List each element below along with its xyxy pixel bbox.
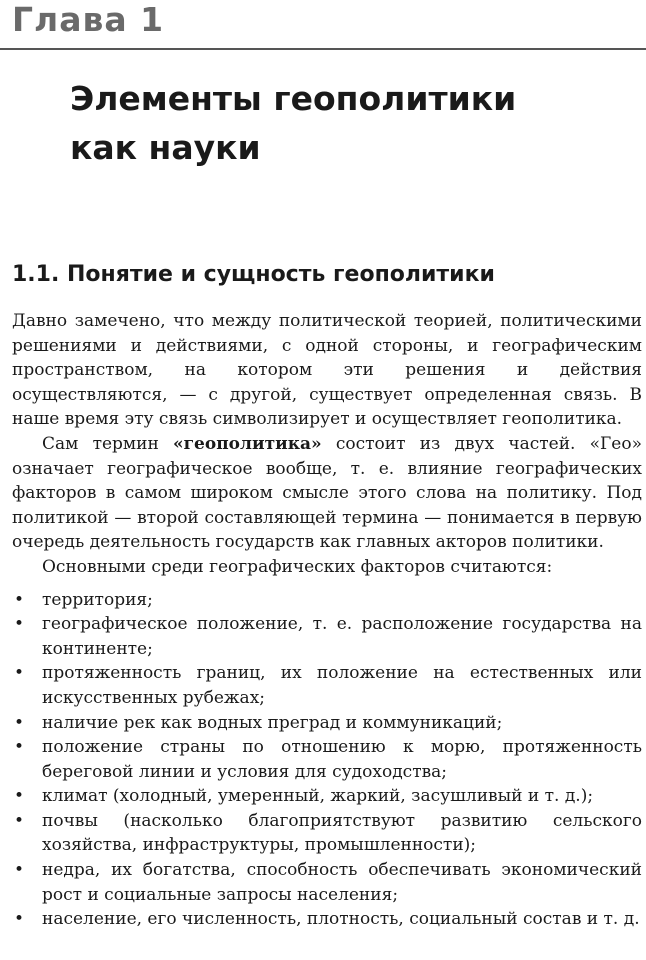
list-item [12,809,642,858]
paragraph-term-start: Сам термин [42,433,174,454]
list-item-text: наличие рек как водных преград и коммуникаций; [42,712,503,733]
bullet-icon: • [14,786,25,807]
term-geopolitics: «геополитика» [173,433,322,454]
bullet-icon: • [14,737,25,758]
chapter-title-line-1: Элементы геополитики [70,79,517,118]
list-item [12,907,642,932]
list-item-text: население, его численность, плотность, социальный состав и т. д. [42,909,640,930]
list-item-text: положение страны по отношению к морю, протяженность береговой линии и условия для судоходства; [42,737,642,782]
list-item [12,588,642,613]
factors-list [12,588,642,932]
bullet-icon: • [14,589,25,610]
paragraph-intro: Давно замечено, что между политической теорией, политическими решениями и действиями, с одной стороны, и географическим пространством, на котором эти решения и действия осуществляются, — с другой, существует определенная связь. В наше время эту связь символизирует и осуществляет геополитика. [12,311,642,430]
chapter-title-line-2: как науки [70,128,261,167]
paragraph-term-end: состоит из двух частей. «Гео» означает географическое вообще, т. е. влияние географических факторов в самом широком смысле этого слова на политику. Под политикой — второй составляющей термина — понимается в первую очередь деятельность государств как главных акторов политики. [12,433,643,553]
body-text [12,309,642,932]
bullet-icon: • [14,712,25,733]
section-title: 1.1. Понятие и сущность геополитики [12,262,495,287]
chapter-divider [0,48,646,50]
list-item [12,661,642,710]
bullet-icon: • [14,860,25,881]
bullet-icon: • [14,810,25,831]
bullet-icon: • [14,909,25,930]
list-item-text: климат (холодный, умеренный, жаркий, засушливый и т. д.); [42,786,594,807]
list-item-text: географическое положение, т. е. расположение государства на континенте; [42,614,642,659]
list-item-text: недра, их богатства, способность обеспечивать экономический рост и социальные запросы населения; [42,860,642,905]
paragraph-factors-intro: Основными среди географических факторов считаются: [42,556,553,577]
list-item [12,858,642,907]
list-item-text: почвы (насколько благоприятствуют развитию сельского хозяйства, инфраструктуры, промышленности); [42,810,642,856]
list-item [12,735,642,784]
bullet-icon: • [14,614,25,635]
list-item-text: протяженность границ, их положение на естественных или искусственных рубежах; [42,663,642,708]
chapter-title [70,74,516,172]
chapter-header [0,0,646,60]
bullet-icon: • [14,663,25,684]
list-item [12,784,642,809]
list-item-text: территория; [42,589,153,610]
list-item [12,612,642,661]
chapter-label: Глава 1 [12,0,165,39]
paragraph-term [12,432,642,555]
list-item [12,711,642,736]
